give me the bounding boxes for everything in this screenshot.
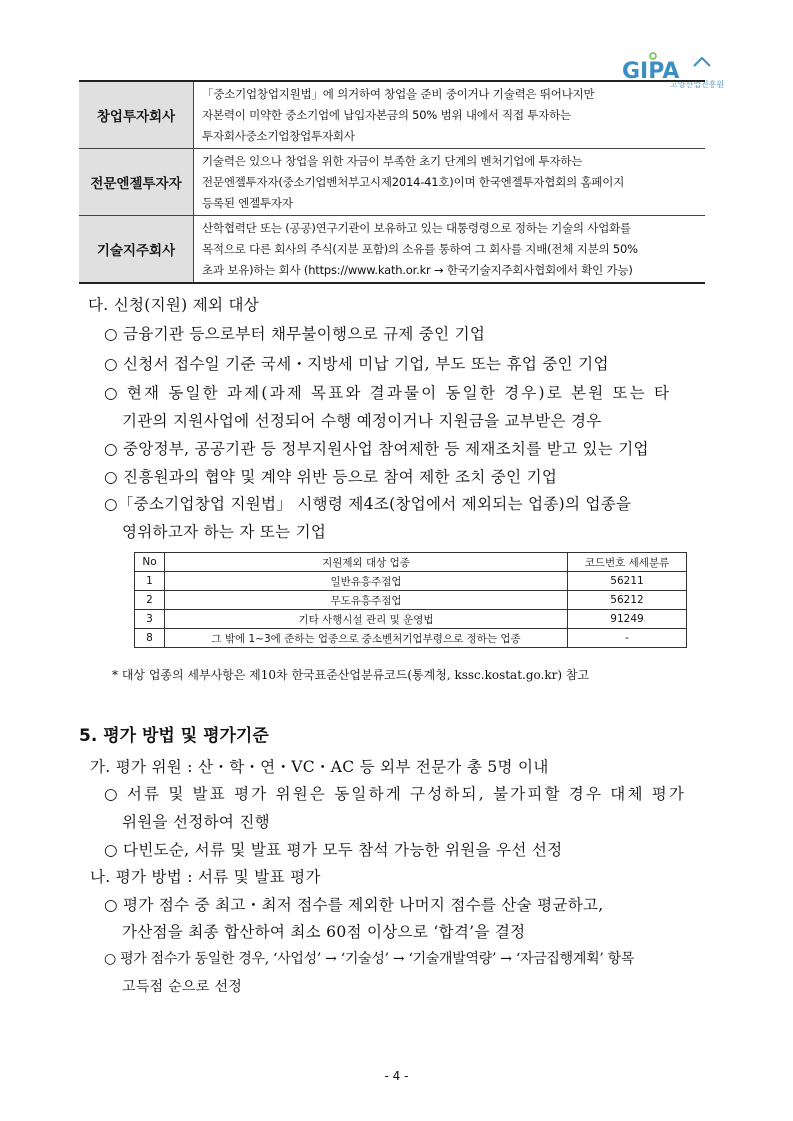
table-header-cell: 지원제외 대상 업종 [165, 553, 568, 572]
definition-line: 산학협력단 또는 (공공)연구기관이 보유하고 있는 대통령령으로 정하는 기술의 사업화를 [202, 220, 631, 235]
logo-subtitle: 고양산업진흥원 [670, 80, 725, 89]
definition-line: 초과 보유)하는 회사 (https://www.kath.or.kr → 한국기술지주회사협회에서 확인 가능) [202, 262, 633, 277]
definition-term: 창업투자회사 [79, 81, 194, 149]
definition-line: 투자회사중소기업창업투자회사 [202, 128, 355, 143]
table-header-cell: No [135, 553, 165, 572]
excluded-business-table [134, 552, 687, 648]
definition-line: 기술력은 있으나 창업을 위한 자금이 부족한 초기 단계의 벤처기업에 투자하는 [202, 153, 583, 168]
section-da-title: 다. 신청(지원) 제외 대상 [88, 296, 260, 314]
list-item-continuation: 위원을 선정하여 진행 [122, 813, 270, 831]
table-header-cell: 코드번호 세세분류 [568, 553, 687, 572]
definition-line: 전문엔젤투자자(중소기업벤처부고시제2014-41호)이며 한국엔젤투자협회의 홈페이지 [202, 174, 625, 189]
list-item: ○ 현재 동일한 과제(과제 목표와 결과물이 동일한 경우)로 본원 또는 타 [104, 384, 672, 402]
list-item-continuation: 영위하고자 하는 자 또는 기업 [122, 523, 327, 541]
definition-description [194, 81, 706, 149]
table-row [135, 572, 687, 591]
list-item: ○ 금융기관 등으로부터 채무불이행으로 규제 중인 기업 [104, 325, 486, 343]
definition-description [194, 216, 706, 284]
definition-row [79, 149, 705, 216]
table-cell: 무도유흥주점업 [165, 591, 568, 610]
list-item-continuation: 가산점을 최종 합산하여 최소 60점 이상으로 ‘합격’을 결정 [122, 923, 526, 941]
table-cell: 일반유흥주점업 [165, 572, 568, 591]
page-number: - 4 - [384, 1069, 409, 1083]
definition-term: 전문엔젤투자자 [79, 149, 194, 216]
logo-text: GIPA [622, 59, 680, 84]
definition-line: 「중소기업창업지원법」에 의거하여 창업을 준비 중이거나 기술력은 뛰어나지만 [202, 86, 595, 101]
table-row [135, 629, 687, 648]
definition-description [194, 149, 706, 216]
list-item-continuation: 고득점 순으로 선정 [122, 979, 243, 995]
table-row [135, 610, 687, 629]
section-5-heading: 5. 평가 방법 및 평가기준 [79, 726, 269, 746]
section-ga-title: 가. 평가 위원 : 산・학・연・VC・AC 등 외부 전문가 총 5명 이내 [90, 758, 549, 776]
list-item: ○ 진흥원과의 협약 및 계약 위반 등으로 참여 제한 조치 중인 기업 [104, 468, 558, 486]
list-item: ○ 평가 점수가 동일한 경우, ‘사업성’ → ‘기술성’ → ‘기술개발역량’ → ‘자금집행계획’ 항목 [104, 951, 635, 967]
table-cell: 3 [135, 610, 165, 629]
table-cell: 그 밖에 1~3에 준하는 업종으로 중소벤처기업부령으로 정하는 업종 [165, 629, 568, 648]
definition-line: 등록된 엔젤투자자 [202, 195, 293, 210]
table-cell: 기타 사행시설 관리 및 운영법 [165, 610, 568, 629]
definition-row [79, 216, 705, 284]
definition-line: 자본력이 미약한 중소기업에 납입자본금의 50% 범위 내에서 직접 투자하는 [202, 107, 571, 122]
list-item: ○ 중앙정부, 공공기관 등 정부지원사업 참여제한 등 제재조치를 받고 있는 기업 [104, 440, 649, 458]
list-item: ○ 신청서 접수일 기준 국세・지방세 미납 기업, 부도 또는 휴업 중인 기업 [104, 355, 609, 373]
list-item: ○ 평가 점수 중 최고・최저 점수를 제외한 나머지 점수를 산술 평균하고, [104, 896, 604, 914]
definition-row [79, 81, 705, 149]
definition-line: 목적으로 다른 회사의 주식(지분 포함)의 소유를 통하여 그 회사를 지배(전체 지분의 50% [202, 241, 638, 256]
table-cell: 1 [135, 572, 165, 591]
table-cell: 91249 [568, 610, 687, 629]
table-row [135, 591, 687, 610]
table-cell: 8 [135, 629, 165, 648]
table-cell: 56211 [568, 572, 687, 591]
table-cell: - [568, 629, 687, 648]
table-cell: 56212 [568, 591, 687, 610]
definition-term: 기술지주회사 [79, 216, 194, 284]
list-item: ○ 서류 및 발표 평가 위원은 동일하게 구성하되, 불가피할 경우 대체 평가 [104, 785, 687, 803]
table-footnote: * 대상 업종의 세부사항은 제10차 한국표준산업분류코드(통계청, kssc.kostat.go.kr) 참고 [112, 668, 590, 682]
table-header-row [135, 553, 687, 572]
list-item: ○「중소기업창업 지원법」 시행령 제4조(창업에서 제외되는 업종)의 업종을 [104, 495, 632, 513]
list-item-continuation: 기관의 지원사업에 선정되어 수행 예정이거나 지원금을 교부받은 경우 [122, 412, 602, 430]
table-cell: 2 [135, 591, 165, 610]
section-na-title: 나. 평가 방법 : 서류 및 발표 평가 [90, 868, 321, 886]
investor-definition-table [79, 80, 705, 284]
list-item: ○ 다빈도순, 서류 및 발표 평가 모두 참석 가능한 위원을 우선 선정 [104, 841, 563, 859]
